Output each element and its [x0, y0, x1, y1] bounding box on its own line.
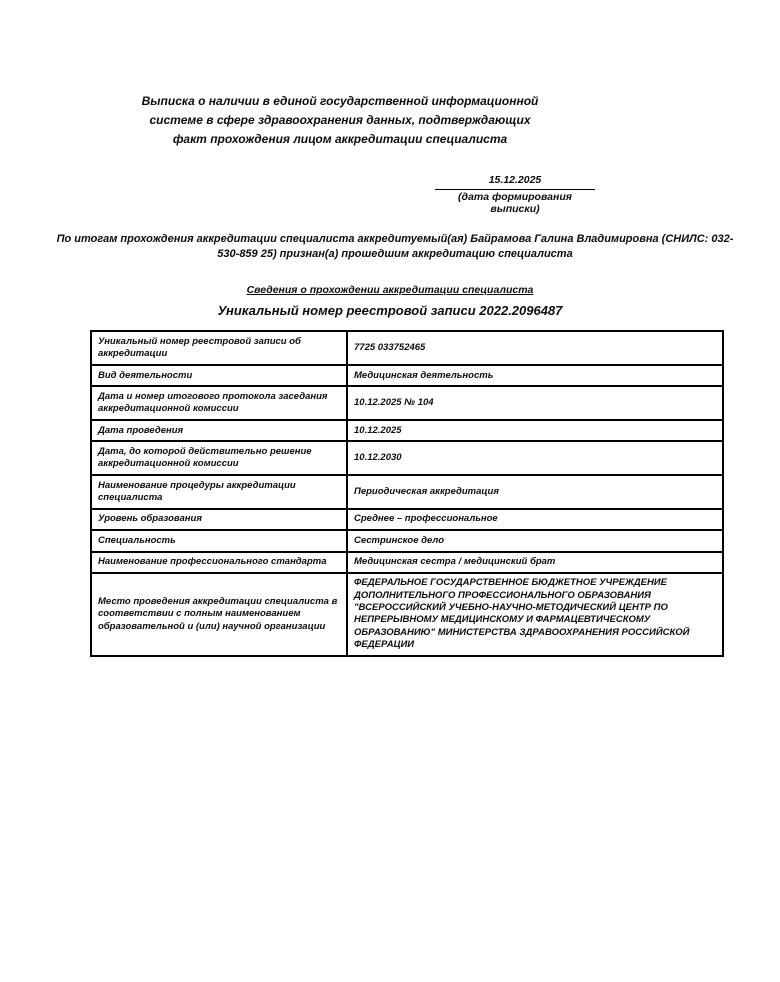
row-label: Дата, до которой действительно решение аккредитационной комиссии [91, 441, 347, 475]
row-value: 10.12.2025 № 104 [347, 386, 723, 420]
table-row [91, 573, 723, 656]
row-label: Место проведения аккредитации специалиста в соответствии с полным наименованием образовательной и (или) научной организации [91, 573, 347, 656]
table-row [91, 475, 723, 509]
document-page [0, 92, 780, 982]
formation-date-block [435, 174, 595, 216]
row-value: ФЕДЕРАЛЬНОЕ ГОСУДАРСТВЕННОЕ БЮДЖЕТНОЕ УЧРЕЖДЕНИЕ ДОПОЛНИТЕЛЬНОГО ПРОФЕССИОНАЛЬНОГО ОБРАЗОВАНИЯ "ВСЕРОССИЙСКИЙ УЧЕБНО-НАУЧНО-МЕТОДИЧЕСКИЙ ЦЕНТР ПО НЕПРЕРЫВНОМУ МЕДИЦИНСКОМУ И ФАРМАЦЕВТИЧЕСКОМУ ОБРАЗОВАНИЮ" МИНИСТЕРСТВА ЗДРАВООХРАНЕНИЯ РОССИЙСКОЙ ФЕДЕРАЦИИ [347, 573, 723, 656]
table-row [91, 530, 723, 551]
table-row [91, 365, 723, 386]
table-row [91, 420, 723, 441]
row-value: Периодическая аккредитация [347, 475, 723, 509]
formation-date: 15.12.2025 [435, 174, 595, 190]
row-value: Медицинская сестра / медицинский брат [347, 552, 723, 573]
row-value: 10.12.2030 [347, 441, 723, 475]
document-title: Выписка о наличии в единой государственной информационной системе в сфере здравоохранения данных, подтверждающих факт прохождения лицом аккредитации специалиста [141, 94, 539, 147]
row-value: Среднее – профессиональное [347, 509, 723, 530]
accreditation-details-table [90, 330, 724, 657]
row-label: Уникальный номер реестровой записи об аккредитации [91, 331, 347, 365]
row-label: Уровень образования [91, 509, 347, 530]
row-label: Дата проведения [91, 420, 347, 441]
row-label: Вид деятельности [91, 365, 347, 386]
section-header [0, 284, 780, 296]
section-header-text: Сведения о прохождении аккредитации специалиста [246, 284, 534, 297]
row-value: 7725 033752465 [347, 331, 723, 365]
row-label: Наименование процедуры аккредитации специалиста [91, 475, 347, 509]
row-value: Сестринское дело [347, 530, 723, 551]
row-value: Медицинская деятельность [347, 365, 723, 386]
formation-date-caption: (дата формирования выписки) [458, 191, 572, 216]
table-row [91, 441, 723, 475]
table-row [91, 386, 723, 420]
registry-record-number: Уникальный номер реестровой записи 2022.2096487 [217, 303, 563, 319]
row-label: Специальность [91, 530, 347, 551]
row-value: 10.12.2025 [347, 420, 723, 441]
table-row [91, 509, 723, 530]
table-row [91, 331, 723, 365]
row-label: Дата и номер итогового протокола заседания аккредитационной комиссии [91, 386, 347, 420]
row-label: Наименование профессионального стандарта [91, 552, 347, 573]
accreditation-summary-paragraph: По итогам прохождения аккредитации специалиста аккредитуемый(ая) Байрамова Галина Владимировна (СНИЛС: 032-530-859 25) признан(а) прошедшим аккредитацию специалиста [56, 233, 734, 261]
table-row [91, 552, 723, 573]
